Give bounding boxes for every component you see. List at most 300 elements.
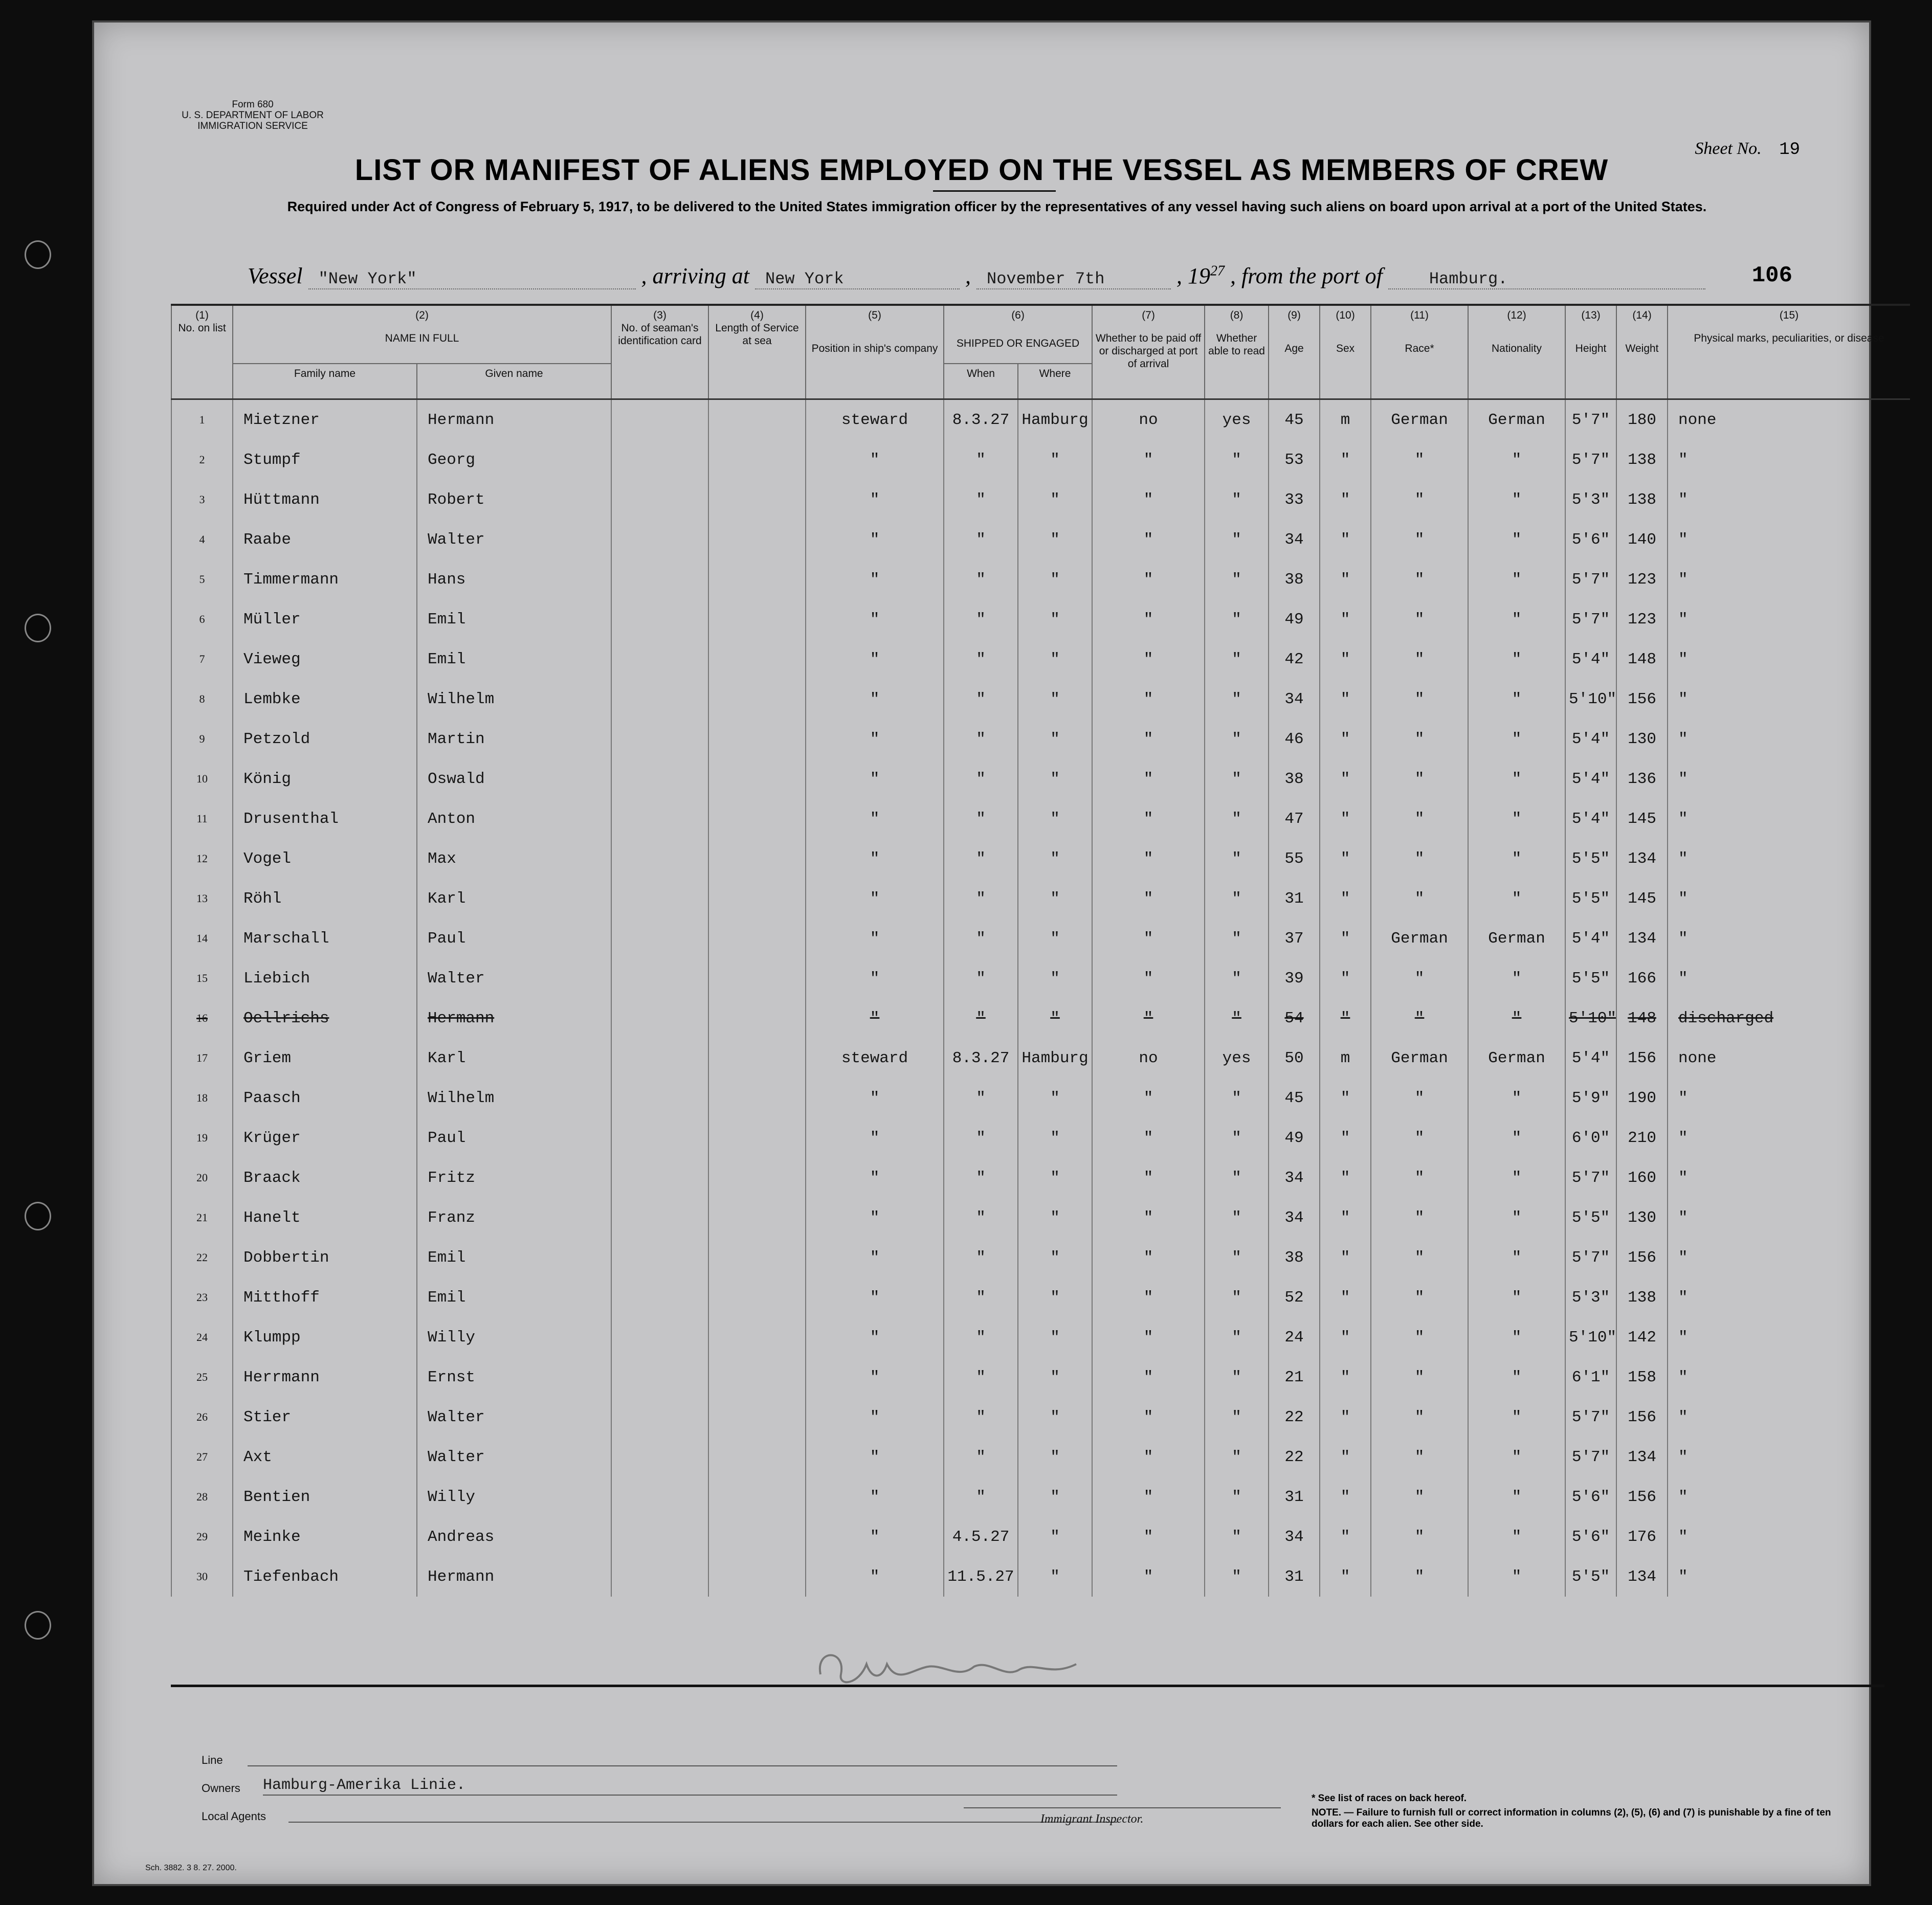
cell-paid: no — [1092, 1038, 1205, 1078]
table-row — [171, 918, 1910, 958]
inspector-signature-rule — [964, 1807, 1281, 1808]
cell-paid: " — [1092, 679, 1205, 719]
cell-read: " — [1205, 1357, 1269, 1397]
table-row — [171, 719, 1910, 759]
cell-marks: " — [1668, 639, 1808, 679]
cell-height: 5'4" — [1565, 639, 1616, 679]
cell-family: Vieweg — [233, 639, 417, 679]
cell-nationality: " — [1468, 1238, 1565, 1278]
cell-marks: " — [1668, 1118, 1808, 1158]
cell-height: 5'9" — [1565, 1078, 1616, 1118]
cell-position: " — [806, 1198, 944, 1238]
cell-given: Emil — [417, 599, 611, 639]
cell-when: " — [944, 1238, 1018, 1278]
cell-service-length — [708, 1078, 806, 1118]
cell-no: 1 — [171, 399, 233, 440]
cell-race: " — [1371, 1198, 1468, 1238]
cell-paid: no — [1092, 399, 1205, 440]
cell-marks: " — [1668, 958, 1808, 998]
cell-service-length — [708, 759, 806, 799]
cell-family: Oellrichs — [233, 998, 417, 1038]
cell-position: " — [806, 1557, 944, 1597]
department-name: U. S. DEPARTMENT OF LABOR — [182, 110, 324, 121]
cell-position: " — [806, 879, 944, 918]
cell-age: 38 — [1269, 1238, 1320, 1278]
inspector-label: Immigrant Inspector. — [1040, 1812, 1144, 1826]
cell-age: 55 — [1269, 839, 1320, 879]
cell-paid: " — [1092, 839, 1205, 879]
cell-nationality: " — [1468, 1198, 1565, 1238]
cell-no: 14 — [171, 918, 233, 958]
cell-race: " — [1371, 480, 1468, 520]
cell-service-length — [708, 839, 806, 879]
cell-nationality: " — [1468, 559, 1565, 599]
cell-age: 47 — [1269, 799, 1320, 839]
cell-read: " — [1205, 1158, 1269, 1198]
cell-read: " — [1205, 440, 1269, 480]
cell-paid: " — [1092, 719, 1205, 759]
cell-family: Paasch — [233, 1078, 417, 1118]
cell-no: 19 — [171, 1118, 233, 1158]
cell-where: " — [1018, 1118, 1092, 1158]
cell-id-card — [611, 1278, 708, 1317]
col-header-race: (11) Race* — [1371, 306, 1468, 399]
arriving-label: , arriving at — [641, 263, 749, 288]
cell-read: " — [1205, 1238, 1269, 1278]
cell-race: " — [1371, 1357, 1468, 1397]
cell-where: " — [1018, 958, 1092, 998]
cell-paid: " — [1092, 440, 1205, 480]
cell-when: 8.3.27 — [944, 1038, 1018, 1078]
cell-read: " — [1205, 599, 1269, 639]
cell-service-length — [708, 599, 806, 639]
cell-race: " — [1371, 1238, 1468, 1278]
cell-marks: " — [1668, 879, 1808, 918]
service-name: IMMIGRATION SERVICE — [197, 121, 308, 131]
cell-sex: " — [1320, 799, 1371, 839]
cell-paid: " — [1092, 958, 1205, 998]
cell-id-card — [611, 958, 708, 998]
table-row — [171, 1397, 1910, 1437]
cell-service-length — [708, 799, 806, 839]
cell-read: " — [1205, 879, 1269, 918]
col-header-read: (8) Whether able to read — [1205, 306, 1269, 399]
cell-age: 31 — [1269, 1477, 1320, 1517]
cell-family: Liebich — [233, 958, 417, 998]
cell-weight: 142 — [1616, 1317, 1668, 1357]
col-header-family-name: Family name — [233, 364, 417, 399]
cell-id-card — [611, 1397, 708, 1437]
cell-height: 5'6" — [1565, 520, 1616, 559]
table-row — [171, 1278, 1910, 1317]
cell-position: " — [806, 719, 944, 759]
cell-weight: 140 — [1616, 520, 1668, 559]
cell-weight: 130 — [1616, 719, 1668, 759]
cell-sex: " — [1320, 998, 1371, 1038]
table-row — [171, 879, 1910, 918]
cell-where: " — [1018, 719, 1092, 759]
cell-service-length — [708, 1278, 806, 1317]
cell-position: " — [806, 1437, 944, 1477]
table-row — [171, 799, 1910, 839]
cell-position: " — [806, 918, 944, 958]
cell-service-length — [708, 1238, 806, 1278]
cell-given: Hermann — [417, 998, 611, 1038]
cell-when: " — [944, 958, 1018, 998]
cell-given: Fritz — [417, 1158, 611, 1198]
cell-sex: " — [1320, 1437, 1371, 1477]
cell-sex: " — [1320, 480, 1371, 520]
cell-when: " — [944, 639, 1018, 679]
cell-sex: " — [1320, 1397, 1371, 1437]
cell-read: yes — [1205, 1038, 1269, 1078]
cell-age: 21 — [1269, 1357, 1320, 1397]
cell-sex: " — [1320, 440, 1371, 480]
cell-nationality: " — [1468, 1317, 1565, 1357]
cell-sex: " — [1320, 599, 1371, 639]
cell-service-length — [708, 440, 806, 480]
cell-id-card — [611, 399, 708, 440]
cell-no: 25 — [171, 1357, 233, 1397]
cell-read: " — [1205, 759, 1269, 799]
cell-age: 24 — [1269, 1317, 1320, 1357]
cell-family: Klumpp — [233, 1317, 417, 1357]
col-header-weight: (14) Weight — [1616, 306, 1668, 399]
cell-id-card — [611, 799, 708, 839]
cell-read: " — [1205, 1477, 1269, 1517]
cell-id-card — [611, 1078, 708, 1118]
manifest-sheet — [92, 20, 1884, 1886]
cell-service-length — [708, 1477, 806, 1517]
cell-id-card — [611, 719, 708, 759]
cell-paid: " — [1092, 639, 1205, 679]
cell-when: 11.5.27 — [944, 1557, 1018, 1597]
cell-when: 8.3.27 — [944, 399, 1018, 440]
cell-paid: " — [1092, 1357, 1205, 1397]
cell-age: 22 — [1269, 1437, 1320, 1477]
cell-read: " — [1205, 520, 1269, 559]
cell-paid: " — [1092, 1517, 1205, 1557]
cell-no: 23 — [171, 1278, 233, 1317]
cell-marks: " — [1668, 1158, 1808, 1198]
table-row — [171, 1198, 1910, 1238]
cell-paid: " — [1092, 1078, 1205, 1118]
cell-nationality: " — [1468, 1477, 1565, 1517]
cell-height: 6'1" — [1565, 1357, 1616, 1397]
cell-weight: 166 — [1616, 958, 1668, 998]
cell-sex: " — [1320, 719, 1371, 759]
cell-family: König — [233, 759, 417, 799]
cell-weight: 148 — [1616, 998, 1668, 1038]
cell-paid: " — [1092, 1477, 1205, 1517]
cell-read: " — [1205, 639, 1269, 679]
cell-sex: " — [1320, 1078, 1371, 1118]
cell-paid: " — [1092, 998, 1205, 1038]
cell-where: " — [1018, 759, 1092, 799]
cell-given: Walter — [417, 958, 611, 998]
cell-marks: " — [1668, 1078, 1808, 1118]
cell-height: 5'3" — [1565, 1278, 1616, 1317]
cell-nationality: " — [1468, 879, 1565, 918]
local-agents-label: Local Agents — [202, 1810, 266, 1823]
year-prefix: , 19 — [1176, 263, 1210, 288]
cell-where: " — [1018, 1278, 1092, 1317]
binder-hole — [25, 614, 51, 642]
cell-age: 34 — [1269, 679, 1320, 719]
cell-no: 22 — [171, 1238, 233, 1278]
cell-race: " — [1371, 559, 1468, 599]
cell-id-card — [611, 1158, 708, 1198]
cell-where: " — [1018, 998, 1092, 1038]
cell-read: yes — [1205, 399, 1269, 440]
cell-race: " — [1371, 1557, 1468, 1597]
cell-height: 5'10" — [1565, 679, 1616, 719]
cell-position: steward — [806, 399, 944, 440]
col-header-shipped: (6) SHIPPED OR ENGAGED — [944, 306, 1092, 364]
col-header-position: (5) Position in ship's company — [806, 306, 944, 399]
cell-id-card — [611, 1557, 708, 1597]
cell-no: 16 — [171, 998, 233, 1038]
cell-when: " — [944, 799, 1018, 839]
cell-when: " — [944, 1278, 1018, 1317]
cell-race: " — [1371, 1278, 1468, 1317]
vessel-name: "New York" — [308, 270, 636, 289]
cell-nationality: " — [1468, 520, 1565, 559]
cell-no: 17 — [171, 1038, 233, 1078]
cell-no: 2 — [171, 440, 233, 480]
cell-race: " — [1371, 998, 1468, 1038]
cell-marks: " — [1668, 918, 1808, 958]
document-title: LIST OR MANIFEST OF ALIENS EMPLOYED ON THE VESSEL AS MEMBERS OF CREW — [354, 153, 1609, 187]
table-row — [171, 599, 1910, 639]
table-row — [171, 998, 1910, 1038]
cell-position: " — [806, 480, 944, 520]
departure-port: Hamburg. — [1388, 270, 1705, 289]
cell-position: " — [806, 1397, 944, 1437]
cell-id-card — [611, 1317, 708, 1357]
cell-position: steward — [806, 1038, 944, 1078]
cell-where: " — [1018, 879, 1092, 918]
race-footnote: * See list of races on back hereof. — [1312, 1793, 1467, 1804]
cell-no: 15 — [171, 958, 233, 998]
cell-family: Dobbertin — [233, 1238, 417, 1278]
cell-nationality: " — [1468, 599, 1565, 639]
cell-given: Willy — [417, 1477, 611, 1517]
cell-height: 5'4" — [1565, 799, 1616, 839]
cell-marks: " — [1668, 1437, 1808, 1477]
cell-where: " — [1018, 679, 1092, 719]
cell-height: 5'3" — [1565, 480, 1616, 520]
cell-paid: " — [1092, 879, 1205, 918]
cell-nationality: " — [1468, 958, 1565, 998]
cell-age: 50 — [1269, 1038, 1320, 1078]
cell-where: " — [1018, 599, 1092, 639]
cell-where: " — [1018, 1317, 1092, 1357]
col-header-number: (1) No. on list — [171, 306, 233, 399]
cell-given: Emil — [417, 1278, 611, 1317]
cell-weight: 134 — [1616, 1437, 1668, 1477]
table-row — [171, 839, 1910, 879]
cell-read: " — [1205, 559, 1269, 599]
cell-weight: 145 — [1616, 799, 1668, 839]
cell-family: Hanelt — [233, 1198, 417, 1238]
cell-when: " — [944, 440, 1018, 480]
cell-given: Karl — [417, 879, 611, 918]
cell-given: Martin — [417, 719, 611, 759]
cell-no: 28 — [171, 1477, 233, 1517]
cell-sex: m — [1320, 399, 1371, 440]
cell-position: " — [806, 520, 944, 559]
cell-age: 37 — [1269, 918, 1320, 958]
binder-hole — [25, 1202, 51, 1230]
crew-table — [171, 306, 1910, 1597]
cell-when: " — [944, 1397, 1018, 1437]
cell-family: Timmermann — [233, 559, 417, 599]
arrival-year: 27 — [1210, 263, 1225, 279]
col-header-paid-off: (7) Whether to be paid off or discharged at port of arrival — [1092, 306, 1205, 399]
cell-no: 4 — [171, 520, 233, 559]
cell-weight: 160 — [1616, 1158, 1668, 1198]
cell-paid: " — [1092, 480, 1205, 520]
cell-read: " — [1205, 1198, 1269, 1238]
cell-read: " — [1205, 1078, 1269, 1118]
cell-position: " — [806, 440, 944, 480]
cell-height: 5'4" — [1565, 1038, 1616, 1078]
cell-sex: " — [1320, 1158, 1371, 1198]
cell-paid: " — [1092, 1118, 1205, 1158]
cell-age: 22 — [1269, 1397, 1320, 1437]
cell-marks: " — [1668, 1357, 1808, 1397]
cell-nationality: " — [1468, 1078, 1565, 1118]
cell-id-card — [611, 839, 708, 879]
cell-family: Stumpf — [233, 440, 417, 480]
cell-age: 45 — [1269, 399, 1320, 440]
col-header-sex: (10) Sex — [1320, 306, 1371, 399]
cell-marks: " — [1668, 520, 1808, 559]
cell-weight: 134 — [1616, 918, 1668, 958]
cell-age: 52 — [1269, 1278, 1320, 1317]
cell-sex: " — [1320, 679, 1371, 719]
arrival-port: New York — [755, 270, 960, 289]
cell-when: " — [944, 1078, 1018, 1118]
agents-field-rule — [288, 1822, 1117, 1823]
cell-race: " — [1371, 1477, 1468, 1517]
cell-when: " — [944, 1357, 1018, 1397]
cell-service-length — [708, 958, 806, 998]
cell-service-length — [708, 520, 806, 559]
cell-paid: " — [1092, 1238, 1205, 1278]
cell-id-card — [611, 1198, 708, 1238]
cell-weight: 156 — [1616, 1238, 1668, 1278]
cell-position: " — [806, 559, 944, 599]
table-row — [171, 679, 1910, 719]
cell-family: Marschall — [233, 918, 417, 958]
cell-age: 39 — [1269, 958, 1320, 998]
cell-no: 30 — [171, 1557, 233, 1597]
table-row — [171, 1158, 1910, 1198]
cell-given: Ernst — [417, 1357, 611, 1397]
cell-no: 5 — [171, 559, 233, 599]
cell-service-length — [708, 679, 806, 719]
table-row — [171, 1317, 1910, 1357]
cell-race: German — [1371, 918, 1468, 958]
cell-age: 49 — [1269, 599, 1320, 639]
table-row — [171, 1118, 1910, 1158]
cell-family: Vogel — [233, 839, 417, 879]
cell-sex: " — [1320, 1118, 1371, 1158]
cell-where: " — [1018, 1078, 1092, 1118]
cell-where: " — [1018, 918, 1092, 958]
cell-where: " — [1018, 1198, 1092, 1238]
cell-weight: 130 — [1616, 1198, 1668, 1238]
cell-height: 5'4" — [1565, 759, 1616, 799]
cell-paid: " — [1092, 599, 1205, 639]
cell-no: 11 — [171, 799, 233, 839]
cell-family: Mietzner — [233, 399, 417, 440]
cell-service-length — [708, 879, 806, 918]
cell-nationality: German — [1468, 1038, 1565, 1078]
table-row — [171, 440, 1910, 480]
cell-height: 6'0" — [1565, 1118, 1616, 1158]
cell-read: " — [1205, 1278, 1269, 1317]
cell-id-card — [611, 1437, 708, 1477]
cell-position: " — [806, 958, 944, 998]
cell-paid: " — [1092, 1397, 1205, 1437]
cell-given: Hans — [417, 559, 611, 599]
cell-position: " — [806, 599, 944, 639]
table-row — [171, 399, 1910, 440]
table-row — [171, 1238, 1910, 1278]
print-code: Sch. 3882. 3 8. 27. 2000. — [145, 1864, 237, 1872]
cell-when: " — [944, 759, 1018, 799]
cell-height: 5'7" — [1565, 440, 1616, 480]
cell-service-length — [708, 1557, 806, 1597]
cell-sex: " — [1320, 759, 1371, 799]
cell-id-card — [611, 679, 708, 719]
cell-no: 10 — [171, 759, 233, 799]
cell-position: " — [806, 998, 944, 1038]
cell-service-length — [708, 480, 806, 520]
cell-no: 6 — [171, 599, 233, 639]
cell-id-card — [611, 879, 708, 918]
cell-id-card — [611, 918, 708, 958]
cell-weight: 134 — [1616, 839, 1668, 879]
cell-marks: " — [1668, 599, 1808, 639]
cell-id-card — [611, 599, 708, 639]
cell-service-length — [708, 1317, 806, 1357]
cell-when: " — [944, 1437, 1018, 1477]
cell-position: " — [806, 759, 944, 799]
cell-sex: m — [1320, 1038, 1371, 1078]
table-row — [171, 639, 1910, 679]
cell-read: " — [1205, 1397, 1269, 1437]
table-row — [171, 559, 1910, 599]
table-row — [171, 1557, 1910, 1597]
cell-nationality: " — [1468, 719, 1565, 759]
cell-paid: " — [1092, 918, 1205, 958]
cell-race: German — [1371, 399, 1468, 440]
cell-no: 9 — [171, 719, 233, 759]
cell-when: 4.5.27 — [944, 1517, 1018, 1557]
cell-marks: " — [1668, 1278, 1808, 1317]
cell-position: " — [806, 639, 944, 679]
cell-when: " — [944, 918, 1018, 958]
cell-when: " — [944, 599, 1018, 639]
cell-family: Herrmann — [233, 1357, 417, 1397]
cell-marks: " — [1668, 559, 1808, 599]
cell-given: Robert — [417, 480, 611, 520]
cell-age: 34 — [1269, 1158, 1320, 1198]
